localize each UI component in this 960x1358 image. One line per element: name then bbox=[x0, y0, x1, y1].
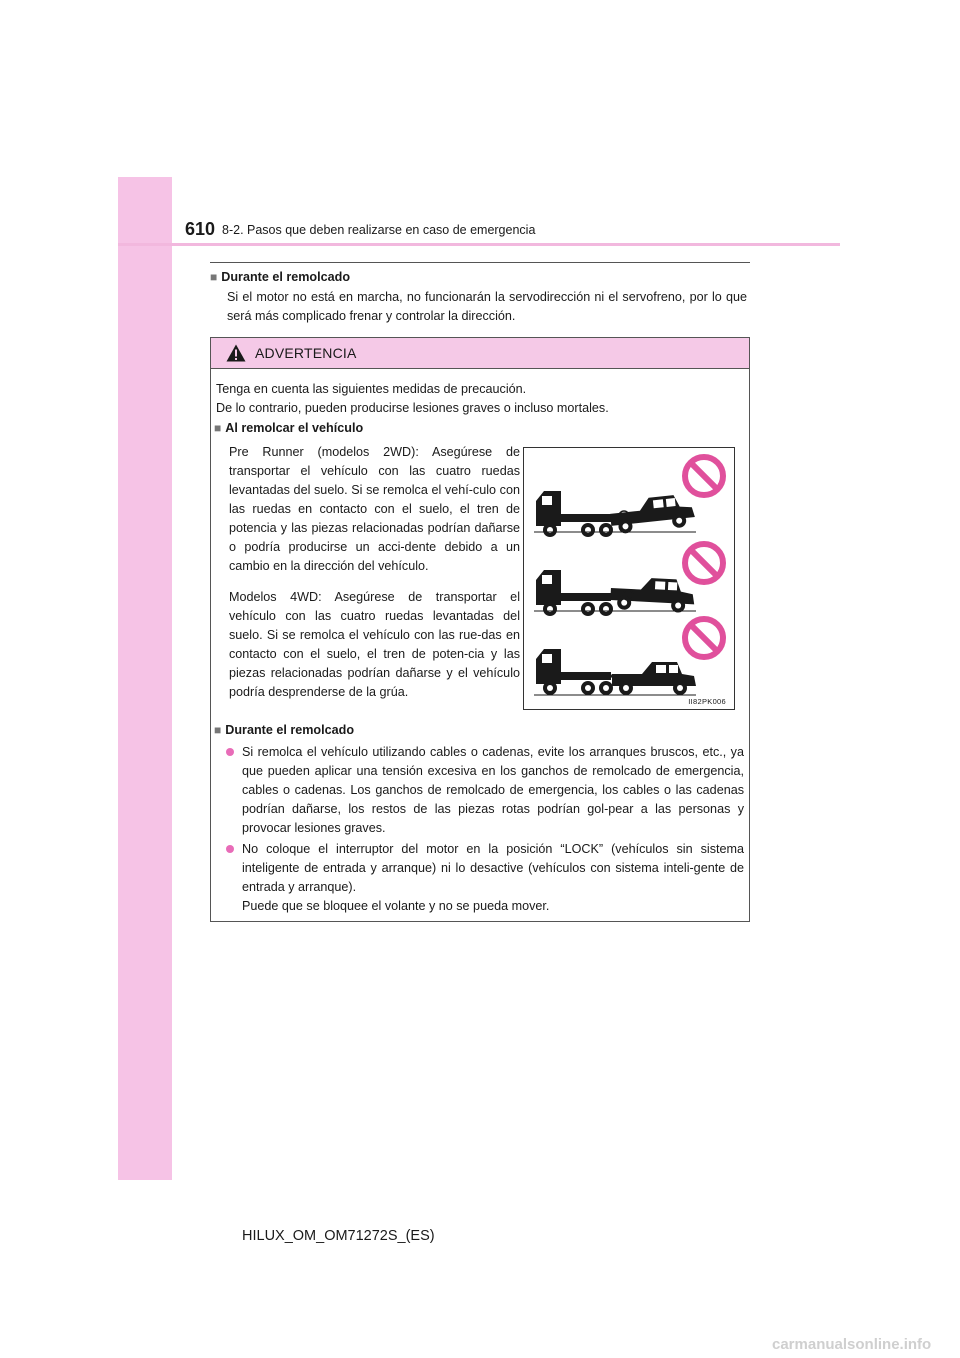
warning-header bbox=[211, 338, 749, 369]
towing-diagram bbox=[524, 448, 734, 709]
side-tab bbox=[118, 177, 172, 1180]
para-2wd: Pre Runner (modelos 2WD): Asegúrese de transportar el vehículo con las cuatro ruedas levantadas del suelo. Si se remolca el vehí-culo con las ruedas en contacto con el suelo, el tren de potencia y las piezas relacionadas podrían dañarse o podría producirse un acci-dente debido a un cambio en la dirección del vehículo. bbox=[229, 445, 520, 573]
square-bullet-icon: ■ bbox=[214, 421, 222, 435]
figure-code: II82PK006 bbox=[688, 697, 726, 706]
footer-code: HILUX_OM_OM71272S_(ES) bbox=[242, 1228, 435, 1244]
svg-text:carmanualsonline.info: carmanualsonline.info bbox=[772, 1336, 932, 1353]
warning-triangle-icon bbox=[226, 344, 246, 362]
intro-heading: ■ Durante el remolcado bbox=[210, 270, 351, 284]
warning-intro: Tenga en cuenta las siguientes medidas de precaución. De lo contrario, pueden producirse lesiones graves o incluso mortales. bbox=[216, 382, 609, 415]
square-bullet-icon: ■ bbox=[210, 270, 218, 284]
para-4wd: Modelos 4WD: Asegúrese de transportar el vehículo con las cuatro ruedas levantadas del suelo. Si se remolca el vehículo con las rue-das en contacto con el suelo, el tren de poten-cia y las piezas relacionadas podrían dañarse y el vehículo podría desprenderse de la grúa. bbox=[229, 590, 520, 699]
section-title: 8-2. Pasos que deben realizarse en caso de emergencia bbox=[222, 223, 536, 237]
bullet-dot-icon bbox=[226, 845, 234, 853]
header-rule bbox=[118, 243, 840, 246]
scene-1 bbox=[534, 457, 723, 537]
section-divider bbox=[210, 262, 750, 263]
bullet-item-1: Si remolca el vehículo utilizando cables o cadenas, evite los arranques bruscos, etc., ya que pueden aplicar una tensión excesiva en los ganchos de remolcado de emergencia, cables o cadenas. Los ganchos de remolcado de emergencia, los cables o las cadenas podrían dañarse, los restos de las piezas rotas podrían gol-pear a las personas y provocar lesiones graves. bbox=[226, 743, 744, 838]
scene-3 bbox=[534, 619, 723, 695]
watermark-logo bbox=[770, 1329, 960, 1358]
section1-heading: ■ Al remolcar el vehículo bbox=[214, 421, 364, 435]
warning-title: ADVERTENCIA bbox=[255, 345, 357, 361]
bullet-dot-icon bbox=[226, 748, 234, 756]
scene-2 bbox=[534, 544, 723, 616]
section2-heading: ■ Durante el remolcado bbox=[214, 723, 355, 737]
page-number: 610 bbox=[185, 219, 216, 239]
bullet-item-2: No coloque el interruptor del motor en la posición “LOCK” (vehículos sin sistema inteligente de entrada y arranque) ni lo desactive (vehículos con sistema inteli-gente de entrada y arranque). Puede que se bloquee el volante y no se pueda mover. bbox=[226, 840, 744, 916]
intro-text: Si el motor no está en marcha, no funcionarán la servodirección ni el servofreno, por lo que será más complicado frenar y controlar la dirección. bbox=[227, 290, 747, 323]
square-bullet-icon: ■ bbox=[214, 723, 222, 737]
towing-illustration bbox=[523, 447, 735, 710]
